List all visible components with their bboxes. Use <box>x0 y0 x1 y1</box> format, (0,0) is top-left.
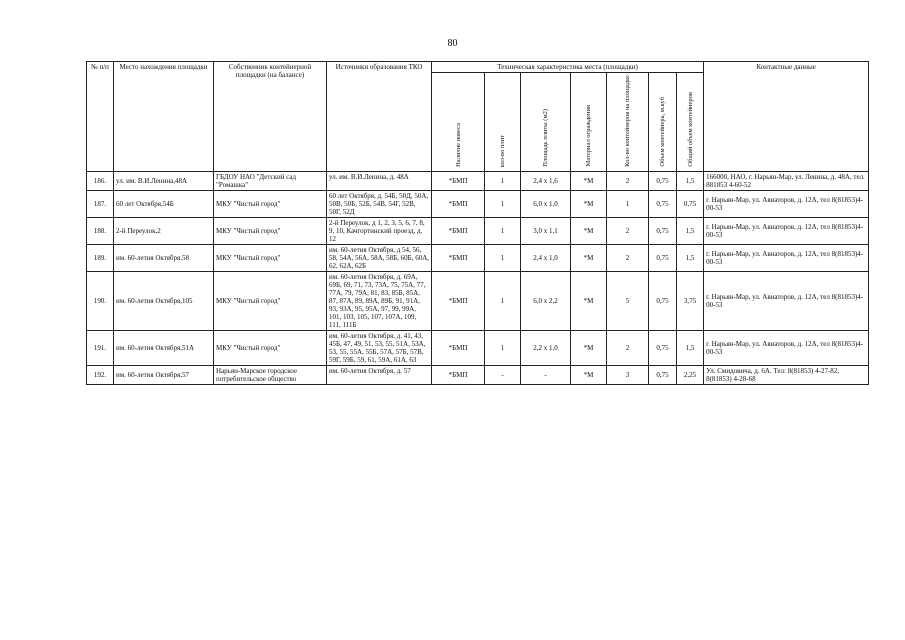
cell-containers: 2 <box>607 171 649 190</box>
cell-num: 187. <box>87 190 114 217</box>
cell-location: им. 60-летия Октября,105 <box>114 271 214 330</box>
cell-contacts: г. Нарьян-Мар, ул. Авиаторов, д. 12А, тел 8(81853)4-00-53 <box>704 271 869 330</box>
cell-canopy: *БМП <box>432 271 485 330</box>
cell-contacts: Ул. Смидовича, д. 6А. Тел: 8(81853) 4-27-82, 8(81853) 4-28-68 <box>704 365 869 384</box>
header-containers: Кол-во контейнеров на площадке <box>607 73 649 172</box>
header-tech: Техническая характеристика места (площадки) <box>432 62 704 73</box>
cell-containers: 5 <box>607 271 649 330</box>
cell-sources: 60 лет Октября, д. 54Б, 50Д, 50А, 50В, 50Б, 52Б, 54В, 54Г, 52В, 50Г, 52Д <box>327 190 432 217</box>
table-row <box>87 330 869 365</box>
cell-slabs: 1 <box>485 190 521 217</box>
cell-contacts: г. Нарьян-Мар, ул. Авиаторов, д. 12А, тел 8(81853)4-00-53 <box>704 244 869 271</box>
header-area: Площадь плиты (м2) <box>521 73 571 172</box>
cell-containers: 2 <box>607 217 649 244</box>
container-sites-table <box>86 61 869 385</box>
cell-total: 1,5 <box>677 244 704 271</box>
cell-num: 189. <box>87 244 114 271</box>
cell-material: *М <box>571 365 607 384</box>
cell-material: *М <box>571 244 607 271</box>
cell-sources: им. 60-летия Октября, д 54, 56, 58, 54А, 56А, 58А, 58Б, 60Б, 60А, 62, 62А, 62Б <box>327 244 432 271</box>
cell-num: 191. <box>87 330 114 365</box>
cell-material: *М <box>571 217 607 244</box>
cell-total: 0,75 <box>677 190 704 217</box>
cell-location: им. 60-летия Октября,57 <box>114 365 214 384</box>
cell-volume: 0,75 <box>649 365 677 384</box>
cell-total: 3,75 <box>677 271 704 330</box>
cell-canopy: *БМП <box>432 171 485 190</box>
cell-slabs: 1 <box>485 244 521 271</box>
header-num: № п/п <box>87 62 114 172</box>
header-canopy: Наличие навеса <box>432 73 485 172</box>
cell-sources: 2-й Переулок, д 1, 2, 3, 5, 6, 7, 8, 9, 10, Качгортинский проезд, д. 12 <box>327 217 432 244</box>
header-location: Место нахождения площадки <box>114 62 214 172</box>
header-contacts: Контактные данные <box>704 62 869 172</box>
header-slabs: кол-во плит <box>485 73 521 172</box>
cell-canopy: *БМП <box>432 330 485 365</box>
cell-sources: им. 60-летия Октября, д. 57 <box>327 365 432 384</box>
cell-num: 190. <box>87 271 114 330</box>
cell-slabs: 1 <box>485 330 521 365</box>
cell-volume: 0,75 <box>649 271 677 330</box>
cell-owner: ГБДОУ НАО "Детский сад "Ромашка" <box>214 171 327 190</box>
cell-total: 1,5 <box>677 171 704 190</box>
cell-containers: 2 <box>607 244 649 271</box>
table-row <box>87 365 869 384</box>
cell-area: 2,2 х 1,0 <box>521 330 571 365</box>
table-row <box>87 190 869 217</box>
cell-material: *М <box>571 271 607 330</box>
cell-containers: 3 <box>607 365 649 384</box>
cell-sources: ул. им. В.И.Ленина, д. 48А <box>327 171 432 190</box>
cell-total: 1,5 <box>677 217 704 244</box>
header-volume: Объем контейнера, м.куб <box>649 73 677 172</box>
cell-slabs: 1 <box>485 171 521 190</box>
cell-material: *М <box>571 330 607 365</box>
table-row <box>87 244 869 271</box>
cell-num: 192. <box>87 365 114 384</box>
cell-owner: МКУ "Чистый город" <box>214 330 327 365</box>
cell-area: 2,4 х 1,0 <box>521 244 571 271</box>
cell-location: 60 лет Октября,54Б <box>114 190 214 217</box>
cell-canopy: *БМП <box>432 244 485 271</box>
cell-slabs: 1 <box>485 271 521 330</box>
cell-owner: МКУ "Чистый город" <box>214 190 327 217</box>
cell-contacts: г. Нарьян-Мар, ул. Авиаторов, д. 12А, тел 8(81853)4-00-53 <box>704 217 869 244</box>
cell-area: - <box>521 365 571 384</box>
cell-owner: МКУ "Чистый город" <box>214 244 327 271</box>
page-number: 80 <box>447 38 458 49</box>
table-row <box>87 271 869 330</box>
cell-num: 188. <box>87 217 114 244</box>
cell-material: *М <box>571 171 607 190</box>
cell-contacts: г. Нарьян-Мар, ул. Авиаторов, д. 12А, тел 8(81853)4-00-53 <box>704 190 869 217</box>
table-row <box>87 171 869 190</box>
cell-material: *М <box>571 190 607 217</box>
cell-sources: им. 60-летия Октября, д. 69А, 69Б, 69, 71, 73, 73А, 75, 75А, 77, 77А, 79, 79А, 81, 83, 85Б, 85А, 87, 87А, 89, 89А, 89Б, 91, 91А, 93, 93А, 95, 95А, 97, 99, 99А, 101, 103, 105, 107, 107А, 109, 111, 111Б <box>327 271 432 330</box>
cell-location: им. 60-летия Октября,58 <box>114 244 214 271</box>
cell-containers: 2 <box>607 330 649 365</box>
cell-total: 1,5 <box>677 330 704 365</box>
cell-sources: им. 60-летия Октября, д. 41, 43, 45Б, 47, 49, 51, 53, 55, 51А, 53А, 53, 55, 55А, 55Б, 57А, 57Б, 57В, 59Г, 59Б, 59, 61, 59А, 61А, 63 <box>327 330 432 365</box>
cell-total: 2,25 <box>677 365 704 384</box>
cell-location: 2-й Переулок,2 <box>114 217 214 244</box>
cell-owner: МКУ "Чистый город" <box>214 271 327 330</box>
cell-canopy: *БМП <box>432 365 485 384</box>
cell-location: ул. им. В.И.Ленина,48А <box>114 171 214 190</box>
cell-location: им. 60-летия Октября,51А <box>114 330 214 365</box>
cell-owner: МКУ "Чистый город" <box>214 217 327 244</box>
cell-containers: 1 <box>607 190 649 217</box>
header-total: Общий объем контейнеров <box>677 73 704 172</box>
header-owner: Собственник контейнерной площадки (на балансе) <box>214 62 327 172</box>
cell-area: 6,0 х 1,0 <box>521 190 571 217</box>
cell-volume: 0,75 <box>649 171 677 190</box>
header-sources: Источники образования ТКО <box>327 62 432 172</box>
cell-volume: 0,75 <box>649 244 677 271</box>
cell-area: 2,4 х 1,6 <box>521 171 571 190</box>
cell-canopy: *БМП <box>432 217 485 244</box>
cell-area: 3,0 х 1,1 <box>521 217 571 244</box>
table-row <box>87 217 869 244</box>
cell-volume: 0,75 <box>649 217 677 244</box>
cell-owner: Нарьян-Марское городское потребительское общество <box>214 365 327 384</box>
cell-area: 6,0 х 2,2 <box>521 271 571 330</box>
cell-volume: 0,75 <box>649 330 677 365</box>
cell-num: 186. <box>87 171 114 190</box>
cell-slabs: 1 <box>485 217 521 244</box>
header-material: Материал ограждения <box>571 73 607 172</box>
cell-contacts: г. Нарьян-Мар, ул. Авиаторов, д. 12А, тел 8(81853)4-00-53 <box>704 330 869 365</box>
cell-volume: 0,75 <box>649 190 677 217</box>
cell-slabs: - <box>485 365 521 384</box>
cell-canopy: *БМП <box>432 190 485 217</box>
cell-contacts: 166000, НАО, г. Нарьян-Мар, ул. Ленина, д. 48А, тел. 881853 4-60-52 <box>704 171 869 190</box>
